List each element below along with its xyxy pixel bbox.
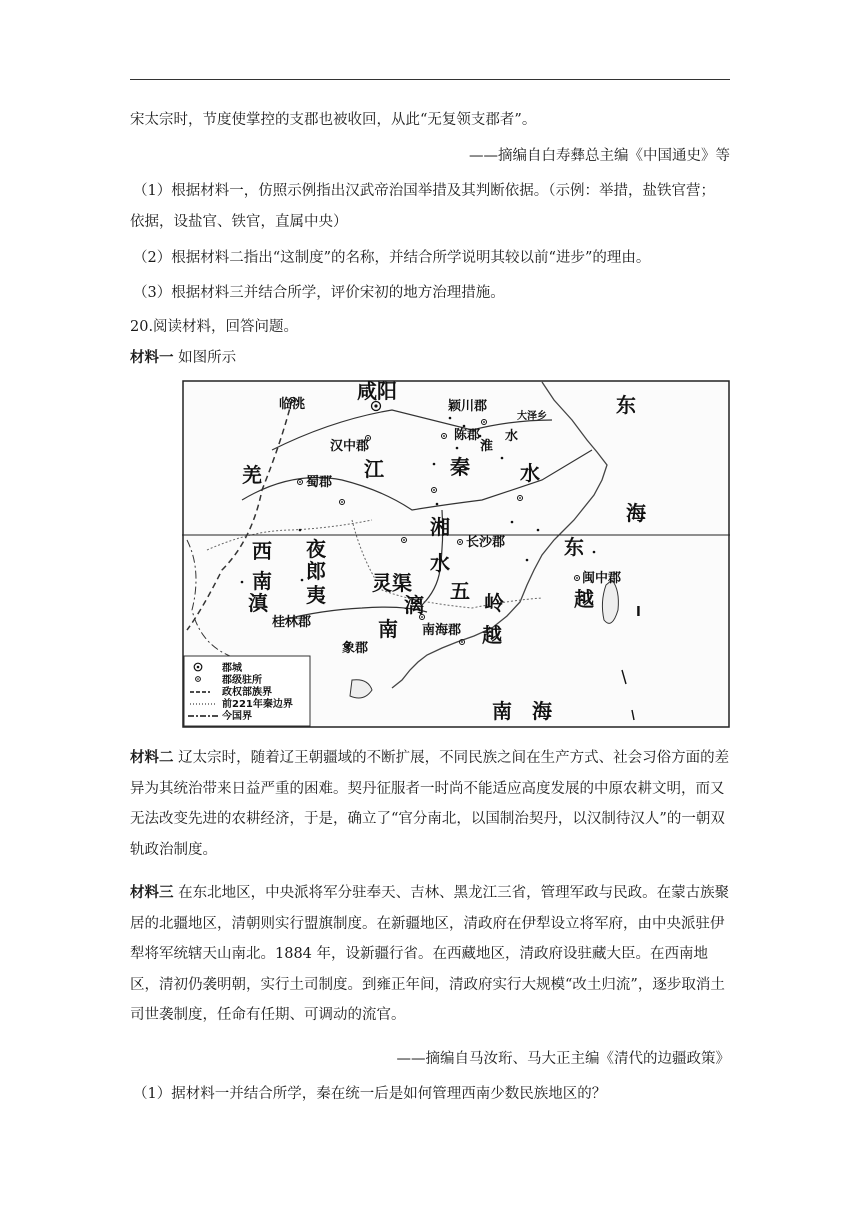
map-label-ling: 岭 [484,591,504,615]
map-label-i: I [636,605,641,620]
map-label-guilin: 桂林郡 [272,615,312,630]
material-3 [130,878,730,1031]
map-label-lang: 郎 [306,559,326,583]
top-paragraph: 宋太宗时，节度使掌控的支郡也被收回，从此“无复领支郡者”。 [130,112,537,128]
question-1-line-2: 依据，设盐官、铁官，直属中央） [130,214,348,230]
legend-qin-border: 前221年秦边界 [222,699,293,710]
map-label-nanhai-sea: 南 海 [492,699,552,723]
map-label-shujun: 蜀郡 [306,475,333,490]
map-label-lingqu: 灵渠 [372,571,412,595]
map-label-nan2: 南 [378,617,398,641]
map-label-dazexiang: 大泽乡 [517,411,547,422]
map-label-huai: 淮 [480,439,494,454]
map-label-nanhai: 南海郡 [422,623,462,638]
map-label-li: 漓 [404,593,424,617]
legend-capital: 郡城 [222,663,242,674]
map-label-shui2: 水 [520,461,540,485]
map-label-xi: 西 [252,539,272,563]
map-label-hanzhong: 汉中郡 [330,439,370,454]
map-label-yue2: 越 [482,623,502,647]
map-label-jiang: 江 [364,457,384,481]
map-label-xiang: 湘 [430,515,450,539]
map-label-dian: 滇 [248,591,268,615]
map-label-nan1: 南 [252,569,272,593]
map-label-linzhao: 临洮 [279,397,306,412]
question-20-heading: 20.阅读材料，回答问题。 [130,319,299,335]
header-rule [130,79,730,80]
map-label-hai1: 海 [626,501,646,525]
material-3-text: 在东北地区，中央派将军分驻奉天、吉林、黑龙江三省，管理军政与民政。在蒙古族聚居的北疆地区，清朝则实行盟旗制度。在新疆地区，清政府在伊犁设立将军府，由中央派驻伊犁将军统辖天山南北。1884 年，设新疆行省。在西藏地区，清政府设驻藏大臣。在西南地区，清初仍袭明朝，实行土司制度。到雍正年间，清政府实行大规模“改土归流”，逐步取消土司世袭制度，任命有任期、可调动的流官。 [130,885,730,1023]
legend-commandery: 郡级驻所 [222,675,262,686]
qin-map [182,380,730,728]
map-label-yingchuan: 颖川郡 [448,399,488,414]
material-1-intro [130,348,236,368]
map-label-dong2: 东 [564,535,584,559]
map-label-xianyang: 咸阳 [357,380,397,403]
material-1-label: 材料一 [130,349,174,366]
map-label-yue1: 越 [574,587,594,611]
question-3: （3）根据材料三并结合所学，评价宋初的地方治理措施。 [133,285,505,301]
material-2 [130,743,730,865]
legend-modern-border: 今国界 [222,711,252,722]
map-label-wu: 五 [450,579,470,603]
map-label-shui3: 水 [430,551,450,575]
map-label-xiangjun: 象郡 [342,641,369,656]
map-label-chenjun: 陈郡 [454,428,481,443]
question-last: （1）据材料一并结合所学，秦在统一后是如何管理西南少数民族地区的？ [133,1086,607,1102]
map-label-ye: 夜 [306,537,326,561]
map-label-changsha: 长沙郡 [466,535,506,550]
question-2: （2）根据材料二指出“这制度”的名称，并结合所学说明其较以前“进步”的理由。 [133,250,651,266]
map-label-shui1: 水 [505,429,519,444]
legend-regime-border: 政权部族界 [222,687,272,698]
map-label-dong1: 东 [616,393,636,417]
question-1-line-1: （1）根据材料一，仿照示例指出汉武帝治国举措及其判断依据。（示例：举措，盐铁官营； [133,183,715,199]
material-2-text: 辽太宗时，随着辽王朝疆域的不断扩展，不同民族之间在生产方式、社会习俗方面的差异为其统治带来日益严重的困难。契丹征服者一时尚不能适应高度发展的中原农耕文明，而又无法改变先进的农耕经济，于是，确立了“官分南北，以国制治契丹，以汉制待汉人”的一朝双轨政治制度。 [130,750,730,858]
source-citation-3: ——摘编自马汝珩、马大正主编《清代的边疆政策》 [396,1051,730,1067]
material-3-label: 材料三 [130,884,174,901]
source-citation-1: ——摘编自白寿彝总主编《中国通史》等 [469,148,730,164]
map-label-yi: 夷 [306,583,326,607]
map-label-qin: 秦 [450,455,470,479]
material-2-label: 材料二 [130,749,174,766]
material-1-text: 如图所示 [173,350,237,366]
map-label-minzhong: 闽中郡 [582,571,622,586]
map-label-qiang: 羌 [242,463,262,487]
